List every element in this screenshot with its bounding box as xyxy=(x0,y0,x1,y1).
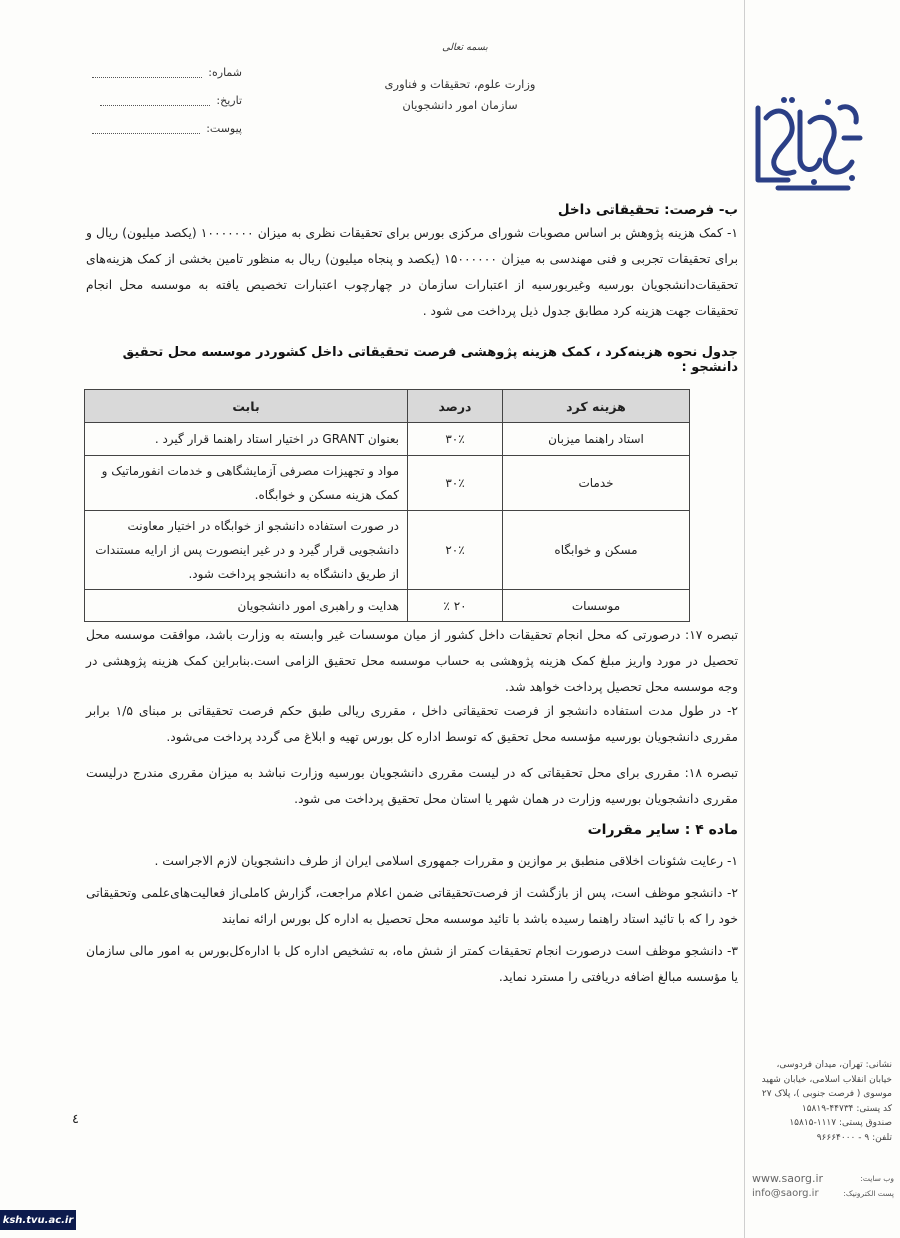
table-row xyxy=(85,456,690,511)
organization-logo xyxy=(748,88,870,198)
attachment-field xyxy=(92,122,242,135)
rule-2: ۲- دانشجو موظف است، پس از بازگشت از فرصت‌تحقیقاتی ضمن اعلام مراجعت، گزارش کاملی‌از فعالیت‌های‌علمی وتحقیقاتی خود را که با تائید استاد راهنما رسیده باشد با تائید موسسه محل تحصیل به اداره کل بورس ارائه نمایند xyxy=(86,886,738,926)
table-row xyxy=(85,423,690,456)
attachment-label: پیوست: xyxy=(206,122,242,135)
number-field xyxy=(92,66,242,79)
note-18: تبصره ۱۸: مقرری برای محل تحقیقاتی که در لیست مقرری دانشجویان بورسیه وزارت نباشد به میزان مقرری مندرج درلیست مقرری دانشجویان بورسیه وزارت در همان شهر یا استان محل تحقیق پرداخت می شود. xyxy=(86,766,738,806)
header-percent: درصد xyxy=(408,390,503,423)
cell-item: خدمات xyxy=(503,456,690,511)
cell-percent: ۲۰ ٪ xyxy=(408,590,503,622)
address-block xyxy=(750,1058,892,1145)
address-line-3: موسوی ( فرصت جنوبی )، پلاک ۲۷ xyxy=(761,1089,892,1099)
cell-description: بعنوان GRANT در اختیار استاد راهنما قرار گیرد . xyxy=(85,423,408,456)
cell-description: در صورت استفاده دانشجو از خوابگاه در اختیار معاونت دانشجویی قرار گیرد و در غیر اینصورت پس از ارایه مستندات از طریق دانشگاه به دانشجو پرداخت شود. xyxy=(85,511,408,590)
ministry-name: وزارت علوم، تحقیقات و فناوری xyxy=(384,77,536,91)
date-field xyxy=(92,94,242,107)
phone-number: تلفن: ۹ - ۹۶۶۶۴۰۰۰ xyxy=(816,1132,892,1143)
table-caption: جدول نحوه هزینه‌کرد ، کمک هزینه پژوهشی فرصت تحقیقاتی داخل کشوردر موسسه محل تحقیق دانشجو : xyxy=(122,345,738,375)
address-line-2: خیابان انقلاب اسلامی، خیابان شهید xyxy=(761,1074,892,1085)
margin-divider xyxy=(744,0,745,1238)
table-row xyxy=(85,511,690,590)
cell-item: مسکن و خوابگاه xyxy=(503,511,690,590)
number-label: شماره: xyxy=(208,66,242,79)
cell-item: موسسات xyxy=(503,590,690,622)
number-dots xyxy=(92,68,202,78)
organization-name: سازمان امور دانشجویان xyxy=(402,98,518,112)
date-label: تاریخ: xyxy=(216,94,242,107)
cost-allocation-table xyxy=(84,389,690,622)
email: info@saorg.ir xyxy=(752,1188,819,1199)
website: www.saorg.ir xyxy=(752,1172,824,1185)
cell-description: مواد و تجهیزات مصرفی آزمایشگاهی و خدمات انفورماتیک و کمک هزینه مسکن و خوابگاه. xyxy=(85,456,408,511)
header-cost-item: هزینه کرد xyxy=(503,390,690,423)
rule-1: ۱- رعایت شئونات اخلاقی منطبق بر موازین و مقررات جمهوری اسلامی ایران از طرف دانشجویان لازم الاجراست . xyxy=(154,854,738,868)
cell-percent: ۲۰٪ xyxy=(408,511,503,590)
date-dots xyxy=(100,96,210,106)
website-label: وب سایت: xyxy=(860,1174,894,1183)
header-description: بابت xyxy=(85,390,408,423)
section-title: ب- فرصت: تحقیقاتی داخل xyxy=(557,202,738,218)
table-row xyxy=(85,590,690,622)
source-badge: ksh.tvu.ac.ir xyxy=(0,1210,76,1230)
paragraph-2: ۲- در طول مدت استفاده دانشجو از فرصت تحقیقاتی داخل ، مقرری ریالی طبق حکم فرصت تحقیقاتی بر مبنای ۱/۵ برابر مقرری دانشجویان بورسیه مؤسسه محل تحقیق که توسط اداره کل بورس تهیه و ابلاغ می گردد پرداخت می‌شود. xyxy=(86,704,738,744)
attachment-dots xyxy=(92,124,200,134)
paragraph-1: ۱- کمک هزینه پژوهش بر اساس مصوبات شورای مرکزی بورس برای تحقیقات نظری به میزان ۱۰۰۰۰۰۰۰ (یکصد میلیون) ریال و برای تحقیقات تجربی و فنی مهندسی به میزان ۱۵۰۰۰۰۰۰ (یکصد و پنجاه میلیون) ریال به منظور تامین بخشی از کمک هزینه‌های تحقیقات‌دانشجویان بورسیه وغیربورسیه از اعتبارات سازمان در چهارچوب اعتبارات تخصیص یافته به موسسه محل انجام تحقیقات جهت هزینه کرد مطابق جدول ذیل پرداخت می شود . xyxy=(86,226,738,318)
page-number: ٤ xyxy=(72,1112,79,1127)
table-header-row xyxy=(85,390,690,423)
cell-percent: ۳۰٪ xyxy=(408,423,503,456)
cell-item: استاد راهنما میزبان xyxy=(503,423,690,456)
rule-3: ۳- دانشجو موظف است درصورت انجام تحقیقات کمتر از شش ماه، به تشخیص اداره کل با اداره‌کل‌بورس به امور مالی سازمان یا مؤسسه مبالغ اضافه دریافتی را مسترد نماید. xyxy=(86,944,738,984)
postal-code: کد پستی: ۴۴۷۳۴-۱۵۸۱۹ xyxy=(801,1103,892,1114)
address-line-1: نشانی: تهران، میدان فردوسی، xyxy=(776,1060,892,1070)
note-17: تبصره ۱۷: درصورتی که محل انجام تحقیقات داخل کشور از میان موسسات غیر وابسته به وزارت باشد، موافقت موسسه محل تحصیل در مورد واریز مبلغ کمک هزینه پژوهشی به حساب موسسه محل تحقیق الزامی است.بنابراین کمک هزینه پژوهشی در وجه موسسه محل تحصیل پرداخت خواهد شد. xyxy=(86,628,738,694)
email-label: پست الکترونیک: xyxy=(843,1189,894,1198)
po-box: صندوق پستی: ۱۱۱۷-۱۵۸۱۵ xyxy=(789,1118,892,1128)
article-4-title: ماده ۴ : سایر مقررات xyxy=(587,822,738,838)
cell-description: هدایت و راهبری امور دانشجویان xyxy=(85,590,408,622)
cell-percent: ۳۰٪ xyxy=(408,456,503,511)
basmala: بسمه تعالی xyxy=(442,42,488,53)
web-block xyxy=(752,1172,894,1199)
